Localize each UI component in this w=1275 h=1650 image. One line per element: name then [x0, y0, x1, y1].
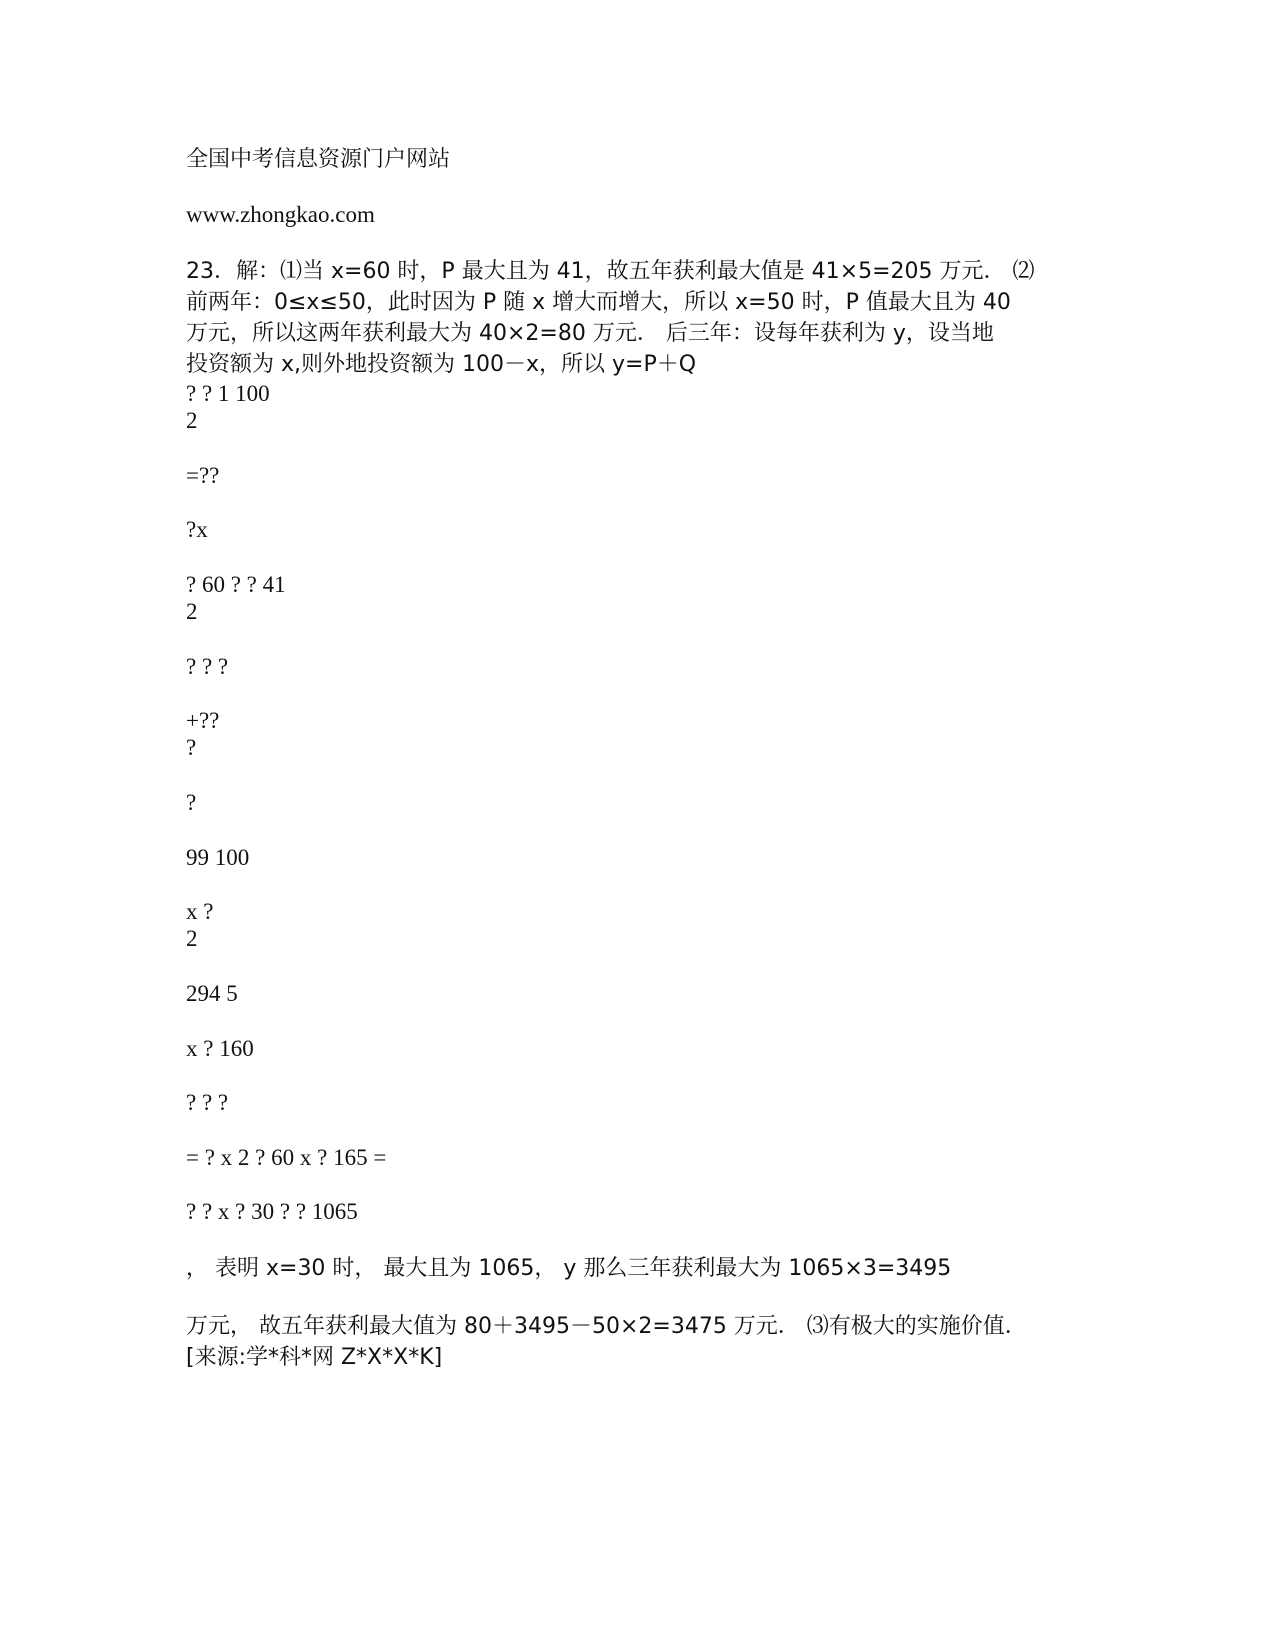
formula-fragment: x ? [186, 899, 214, 924]
formula-fragment: 2 [186, 926, 198, 951]
formula-fragment: 2 [186, 599, 198, 624]
solution-line-1: 23．解：⑴当 x=60 时，P 最大且为 41，故五年获利最大值是 41×5=205 万元． ⑵ [186, 259, 1035, 284]
formula-fragment: 99 100 [186, 845, 250, 870]
site-name: 全国中考信息资源门户网站 [186, 147, 451, 172]
formula-fragment: ? [186, 735, 197, 760]
formula-fragment: = ? x 2 ? 60 x ? 165 = [186, 1145, 387, 1170]
solution-line-4: 投资额为 x,则外地投资额为 100－x，所以 y=P＋Q [186, 352, 697, 377]
source-tag: [来源:学*科*网 Z*X*X*K] [186, 1345, 443, 1370]
site-url: www.zhongkao.com [186, 202, 375, 227]
formula-fragment: x ? 160 [186, 1036, 254, 1061]
solution-line-2: 前两年：0≤x≤50，此时因为 P 随 x 增大而增大，所以 x=50 时，P 值最大且为 40 [186, 290, 1011, 315]
formula-fragment: ? ? 1 100 [186, 381, 270, 406]
formula-fragment: =?? [186, 463, 220, 488]
conclusion-line-1: ， 表明 x=30 时， 最大且为 1065， y 那么三年获利最大为 1065×3=3495 [186, 1256, 952, 1281]
formula-fragment: 294 5 [186, 981, 238, 1006]
formula-fragment: ? ? x ? 30 ? ? 1065 [186, 1199, 358, 1224]
formula-fragment: +?? [186, 708, 220, 733]
formula-fragment: ? [186, 790, 197, 815]
formula-fragment: 2 [186, 408, 198, 433]
formula-fragment: ? ? ? [186, 1090, 229, 1115]
formula-fragment: ? ? ? [186, 654, 229, 679]
formula-fragment: ? 60 ? ? 41 [186, 572, 286, 597]
formula-fragment: ?x [186, 517, 208, 542]
solution-line-3: 万元，所以这两年获利最大为 40×2=80 万元． 后三年：设每年获利为 y，设当地 [186, 321, 994, 346]
conclusion-line-2: 万元， 故五年获利最大值为 80＋3495－50×2=3475 万元． ⑶有极大的实施价值． [186, 1314, 1027, 1339]
